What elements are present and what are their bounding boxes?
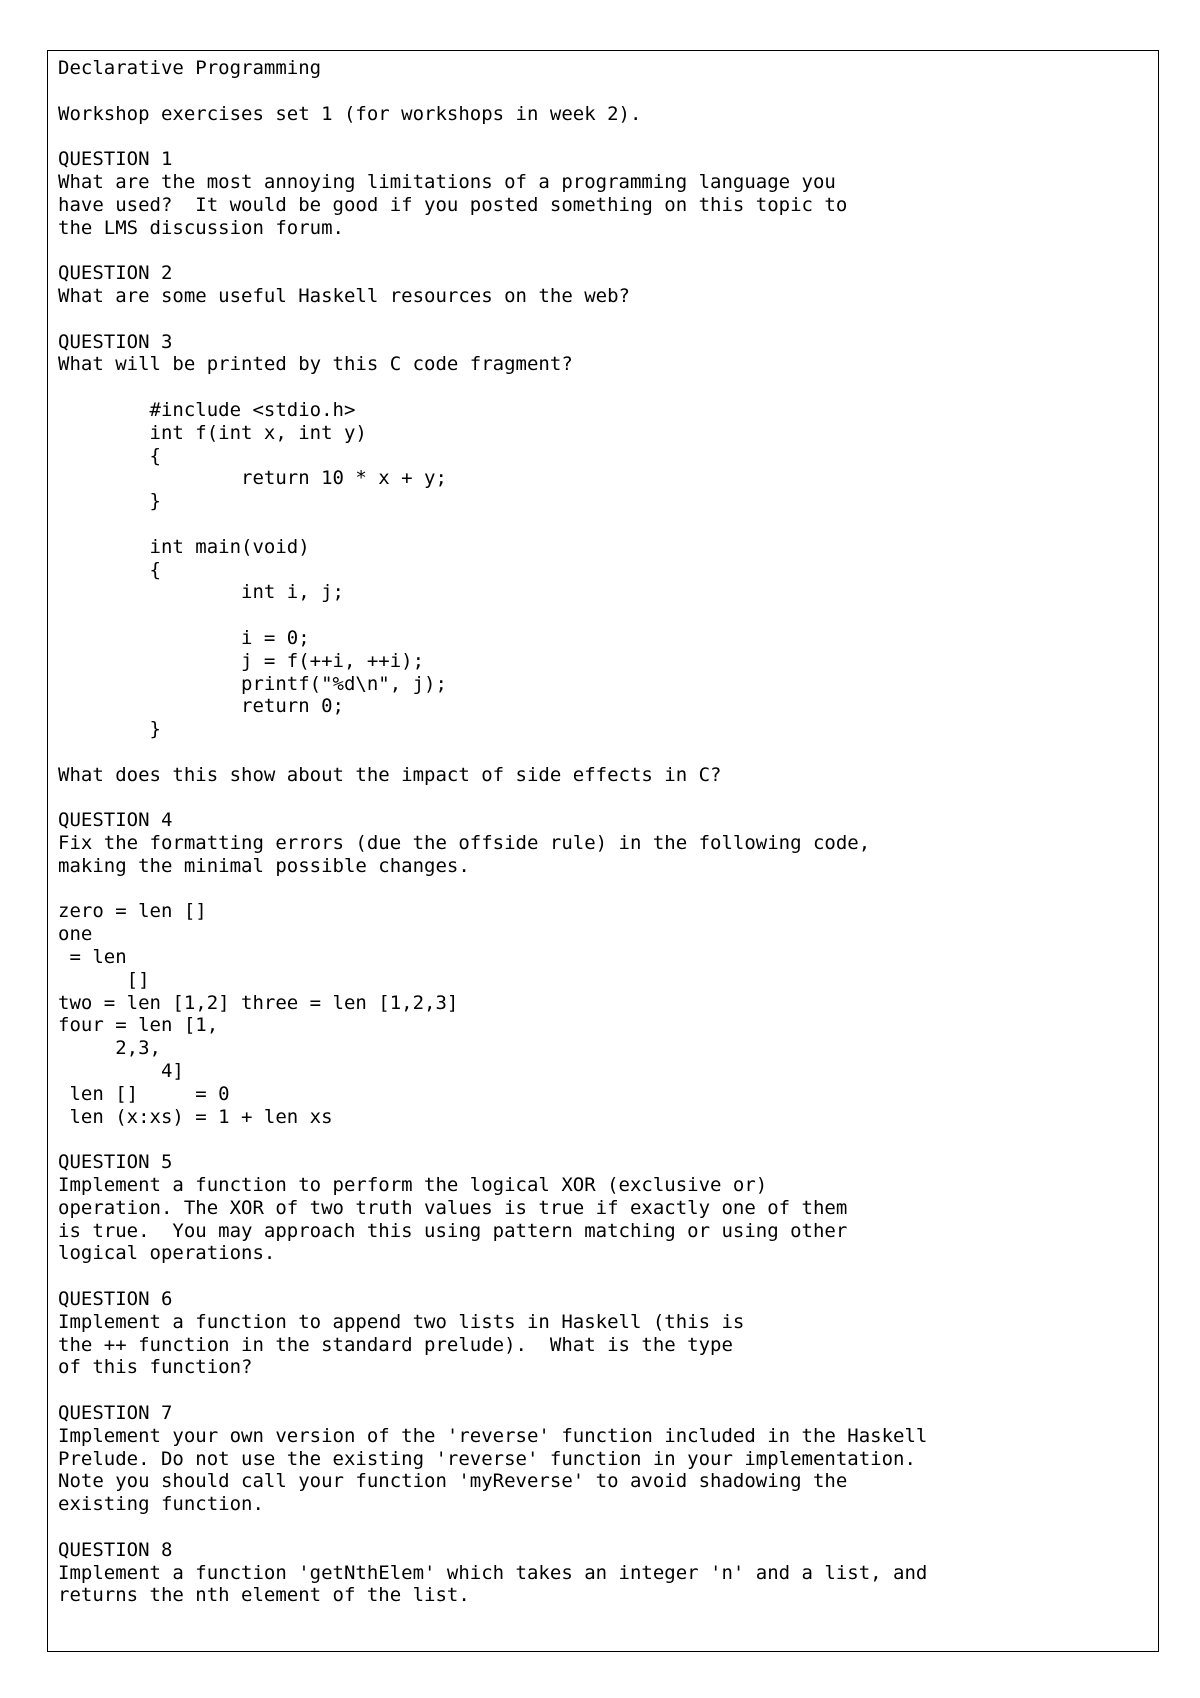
document-line: Workshop exercises set 1 (for workshops in week 2). — [58, 102, 642, 125]
document-line: Implement your own version of the 'reverse' function included in the Haskell — [58, 1424, 928, 1447]
document-line: QUESTION 3 — [58, 330, 173, 353]
document-line: QUESTION 6 — [58, 1288, 173, 1311]
document-line: one — [58, 923, 93, 946]
document-line: i = 0; — [58, 626, 310, 649]
document-line: returns the nth element of the list. — [58, 1584, 470, 1607]
document-line: QUESTION 5 — [58, 1151, 173, 1174]
document-line: len [] = 0 — [58, 1082, 230, 1105]
document-line: Implement a function 'getNthElem' which takes an integer 'n' and a list, and — [58, 1561, 928, 1584]
document-line: of this function? — [58, 1356, 253, 1379]
document-line: Prelude. Do not use the existing 'reverse' function in your implementation. — [58, 1447, 916, 1470]
document-line: two = len [1,2] three = len [1,2,3] — [58, 991, 459, 1014]
document-line: Declarative Programming — [58, 57, 322, 79]
document-line: Fix the formatting errors (due the offside rule) in the following code, — [58, 832, 871, 855]
document-line: QUESTION 8 — [58, 1538, 173, 1561]
document-line: is true. You may approach this using pattern matching or using other — [58, 1219, 848, 1242]
document-line: making the minimal possible changes. — [58, 854, 470, 877]
document-line: logical operations. — [58, 1242, 276, 1265]
document-line: 2,3, — [58, 1037, 161, 1060]
document-line: QUESTION 7 — [58, 1402, 173, 1425]
document-line: Implement a function to append two lists in Haskell (this is — [58, 1310, 745, 1333]
document-line: int f(int x, int y) — [58, 421, 367, 444]
document-line: operation. The XOR of two truth values is true if exactly one of them — [58, 1196, 848, 1219]
document-line: = len — [58, 946, 127, 969]
document-line: QUESTION 4 — [58, 809, 173, 832]
document-line: #include <stdio.h> — [58, 398, 356, 421]
document-line: [] — [58, 968, 150, 991]
document-line: What does this show about the impact of side effects in C? — [58, 763, 722, 786]
document-line: return 0; — [58, 695, 344, 718]
document-line: return 10 * x + y; — [58, 467, 447, 490]
document-line: 4] — [58, 1060, 184, 1083]
document-line: } — [58, 490, 161, 513]
document-line: j = f(++i, ++i); — [58, 649, 425, 672]
document-line: have used? It would be good if you posted something on this topic to — [58, 193, 848, 216]
document-line: four = len [1, — [58, 1014, 219, 1037]
document-text — [58, 57, 927, 1607]
document-line: int i, j; — [58, 581, 344, 604]
document-line: QUESTION 2 — [58, 262, 173, 285]
document-line: What are some useful Haskell resources on the web? — [58, 284, 630, 307]
document-line: Note you should call your function 'myReverse' to avoid shadowing the — [58, 1470, 848, 1493]
document-line: printf("%d\n", j); — [58, 672, 447, 695]
document-line: len (x:xs) = 1 + len xs — [58, 1105, 333, 1128]
document-line: the LMS discussion forum. — [58, 216, 344, 239]
document-line: } — [58, 718, 161, 741]
document-line: What are the most annoying limitations of a programming language you — [58, 170, 836, 193]
document-line: What will be printed by this C code fragment? — [58, 353, 573, 376]
document-line: zero = len [] — [58, 900, 207, 923]
document-line: { — [58, 444, 161, 467]
document-line: Implement a function to perform the logical XOR (exclusive or) — [58, 1174, 768, 1197]
document-line: { — [58, 558, 161, 581]
document-line: existing function. — [58, 1493, 264, 1516]
document-line: QUESTION 1 — [58, 148, 173, 171]
document-line: the ++ function in the standard prelude). What is the type — [58, 1333, 733, 1356]
document-line: int main(void) — [58, 535, 310, 558]
